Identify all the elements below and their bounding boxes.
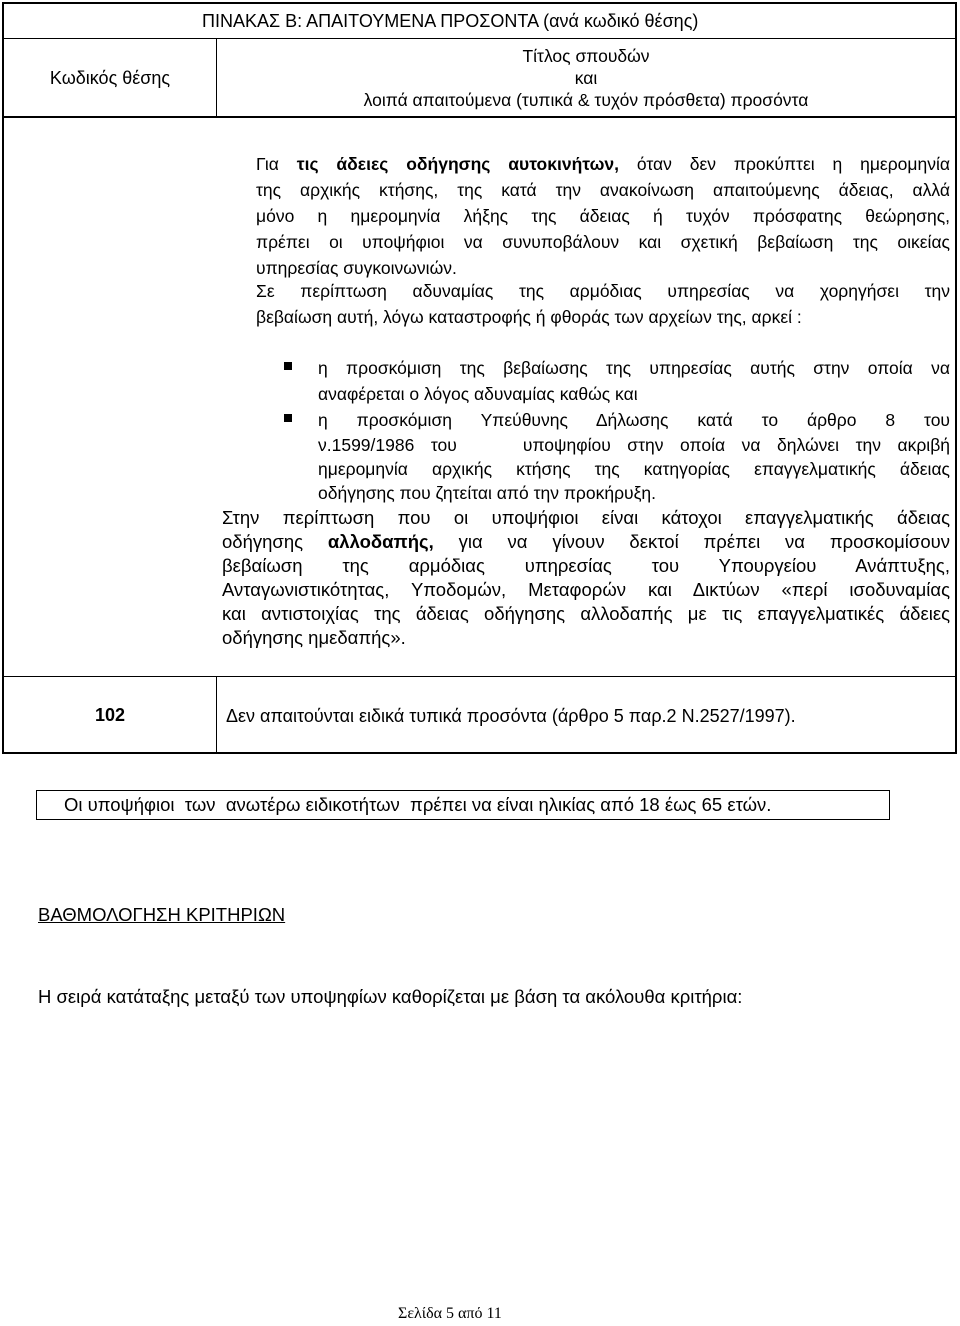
block3-line5: και αντιστοιχίας της άδειας οδήγησης αλλοδαπής με τις επαγγελματικές άδειες (222, 603, 950, 624)
block3-line2-post: για να γίνουν δεκτοί πρέπει να προσκομίσουν (433, 531, 950, 552)
bullet-icon (284, 362, 292, 370)
bullet1-line1: η προσκόμιση της βεβαίωσης της υπηρεσίας αυτής στην οποία να (318, 358, 950, 378)
table-border-top (2, 2, 957, 4)
block1-line4: πρέπει οι υποψήφιοι να συνυποβάλουν και σχετική βεβαίωση της οικείας (256, 232, 950, 252)
block2-line2: βεβαίωση αυτή, λόγω καταστροφής ή φθοράς των αρχείων της, αρκεί : (256, 307, 802, 327)
bullet2-line4: οδήγησης που ζητείται από την προκήρυξη. (318, 483, 657, 503)
bullet-icon (284, 414, 292, 422)
bullet2-line2: ν.1599/1986 του υποψηφίου στην οποία να δηλώνει την ακριβή (318, 435, 950, 455)
column-header-code: Κωδικός θέσης (49, 68, 171, 88)
column-header-title-line2: και (574, 68, 598, 88)
column-header-title-line3: λοιπά απαιτούμενα (τυπικά & τυχόν πρόσθετα) προσόντα (363, 90, 809, 110)
criteria-intro: Η σειρά κατάταξης μεταξύ των υποψηφίων καθορίζεται με βάση τα ακόλουθα κριτήρια: (38, 986, 743, 1007)
row-requirements: Δεν απαιτούνται ειδικά τυπικά προσόντα (άρθρο 5 παρ.2 Ν.2527/1997). (226, 706, 796, 726)
table-border-left (2, 2, 4, 754)
block3-line1: Στην περίπτωση που οι υποψήφιοι είναι κάτοχοι επαγγελματικής άδειας (222, 507, 950, 528)
bullet1-line2: αναφέρεται ο λόγος αδυναμίας καθώς και (318, 384, 638, 404)
block1-line5: υπηρεσίας συγκοινωνιών. (256, 258, 457, 278)
block1-line1-bold: τις άδειες οδήγησης αυτοκινήτων, (296, 154, 619, 174)
table-row-divider (2, 676, 957, 677)
table-border-bottom (2, 752, 957, 754)
block1-line2: της αρχικής κτήσης, της κατά την ανακοίνωση απαιτούμενης άδειας, αλλά (256, 180, 950, 200)
block1-line1-pre: Για (256, 154, 297, 174)
block3-line2-bold: αλλοδαπής, (327, 531, 434, 552)
page-number: Σελίδα 5 από 11 (398, 1305, 502, 1322)
bullet2-line3: ημερομηνία αρχικής κτήσης της κατηγορίας επαγγελματικής άδειας (318, 459, 950, 479)
table-column-divider-lower (216, 676, 217, 754)
column-header-title-line1: Τίτλος σπουδών (522, 46, 650, 66)
table-border-right (955, 2, 957, 754)
block3-line6: οδήγησης ημεδαπής». (222, 627, 406, 648)
block3-line4: Ανταγωνιστικότητας, Υποδομών, Μεταφορών και Δικτύων «περί ισοδυναμίας (222, 579, 950, 600)
block2-line1: Σε περίπτωση αδυναμίας της αρμόδιας υπηρεσίας να χορηγήσει την (256, 281, 950, 301)
block1-line1 (256, 152, 950, 176)
block3-line3: βεβαίωση της αρμόδιας υπηρεσίας του Υπουργείου Ανάπτυξης, (222, 555, 950, 576)
row-code: 102 (94, 705, 126, 725)
block3-line2-pre: οδήγησης (222, 531, 328, 552)
table-title: ΠΙΝΑΚΑΣ Β: ΑΠΑΙΤΟΥΜΕΝΑ ΠΡΟΣΟΝΤΑ (ανά κωδικό θέσης) (202, 11, 699, 31)
block1-line1-post: όταν δεν προκύπτει η ημερομηνία (618, 154, 950, 174)
criteria-heading: ΒΑΘΜΟΛΟΓΗΣΗ ΚΡΙΤΗΡΙΩΝ (38, 904, 286, 925)
table-header-divider (2, 116, 957, 118)
block3-line2 (222, 530, 950, 554)
table-title-divider (2, 38, 957, 39)
bullet2-line1: η προσκόμιση Υπεύθυνης Δήλωσης κατά το άρθρο 8 του (318, 410, 950, 430)
block1-line3: μόνο η ημερομηνία λήξης της άδειας ή τυχόν πρόσφατης θεώρησης, (256, 206, 950, 226)
age-note: Οι υποψήφιοι των ανωτέρω ειδικοτήτων πρέπει να είναι ηλικίας από 18 έως 65 ετών. (64, 794, 772, 815)
